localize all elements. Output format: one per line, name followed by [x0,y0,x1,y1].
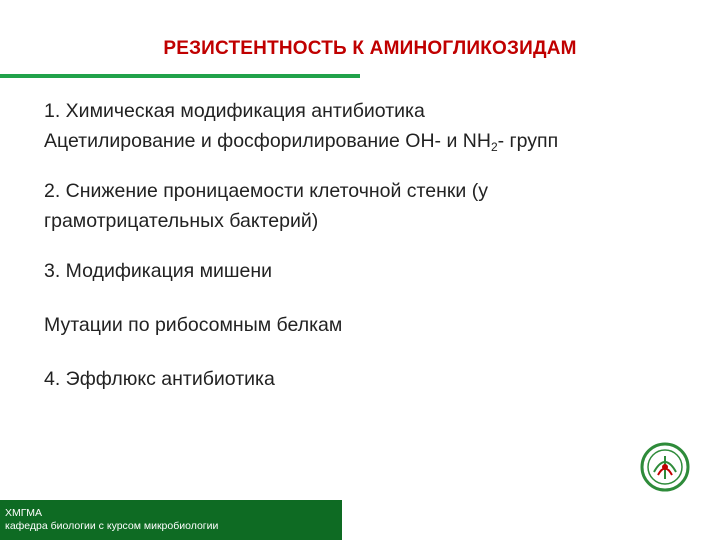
item-1-detail-tail: - групп [497,130,559,152]
slide-title: РЕЗИСТЕНТНОСТЬ К АМИНОГЛИКОЗИДАМ [163,38,577,59]
slide-content [44,96,704,394]
item-1-detail [44,126,704,156]
university-emblem-icon [640,442,690,492]
item-2-line-2: грамотрицательных бактерий) [44,210,319,232]
item-1-detail-text: Ацетилирование и фосфорилирование ОН- и NH [44,130,491,152]
footer-department: кафедра биологии с курсом микробиологии [5,520,219,532]
title-underline [0,74,360,78]
item-3-detail: Мутации по рибосомным белкам [44,314,343,336]
item-1-heading: 1. Химическая модификация антибиотика [44,100,425,122]
item-4-heading: 4. Эффлюкс антибиотика [44,368,275,390]
item-2-line-1: 2. Снижение проницаемости клеточной стенки (у [44,180,488,202]
footer-bar [0,500,342,540]
item-1-detail-subscript: 2 [490,140,498,154]
item-3-heading: 3. Модификация мишени [44,260,273,282]
footer-institution: ХМГМА [5,507,42,519]
